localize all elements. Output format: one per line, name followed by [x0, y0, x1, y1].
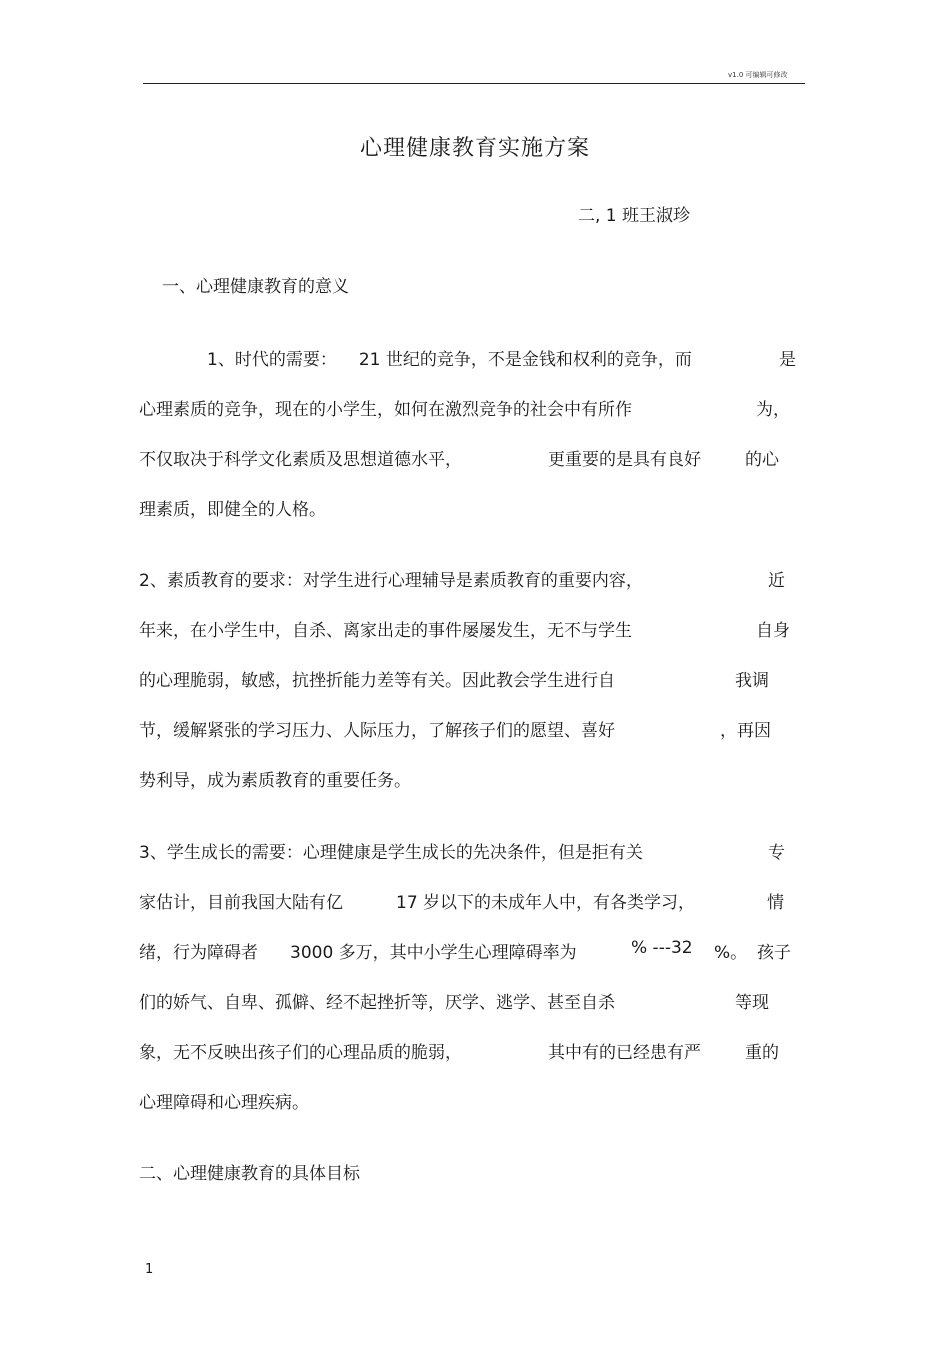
p2-l4b: ，再因	[720, 721, 771, 741]
p3-l1b: 专	[768, 843, 785, 863]
p1-l3b: 更重要的是具有良好	[548, 450, 701, 470]
p2-l3a: 的心理脆弱，敏感，抗挫折能力差等有关。因此教会学生进行自	[139, 671, 615, 691]
p3-l2c: 情	[767, 893, 784, 913]
p1-l3a: 不仅取决于科学文化素质及思想道德水平，	[139, 450, 462, 470]
p2-l1a: 2、素质教育的要求：对学生进行心理辅导是素质教育的重要内容，	[139, 571, 643, 591]
p1-l1c: 是	[779, 350, 796, 370]
p1-line-1	[207, 345, 692, 370]
p3-l3e: 孩子	[757, 943, 791, 963]
p2-l4a: 节，缓解紧张的学习压力、人际压力，了解孩子们的愿望、喜好	[139, 721, 615, 741]
p3-l3d: %。	[714, 943, 748, 963]
p3-l1a: 3、学生成长的需要：心理健康是学生成长的先决条件，但是拒有关	[139, 843, 643, 863]
p3-l5b: 其中有的已经患有严	[548, 1043, 701, 1063]
p3-l2a: 家估计，目前我国大陆有亿	[139, 893, 343, 913]
header-rule	[143, 83, 805, 84]
section2-heading: 二、心理健康教育的具体目标	[139, 1164, 360, 1184]
document-title: 心理健康教育实施方案	[359, 136, 590, 161]
p1-l2a: 心理素质的竞争，现在的小学生，如何在激烈竞争的社会中有所作	[139, 400, 632, 420]
p2-l5: 势利导，成为素质教育的重要任务。	[139, 771, 411, 791]
p3-l2b: 17 岁以下的未成年人中，有各类学习，	[396, 893, 696, 913]
p3-l3c: % ---32	[631, 938, 693, 958]
header-version-note: v1.0 可编辑可修改	[728, 71, 788, 79]
p1-l1a: 1、时代的需要：	[207, 350, 337, 370]
p3-l3b: 3000 多万，其中小学生心理障碍率为	[290, 943, 577, 963]
p2-l2a: 年来，在小学生中，自杀、离家出走的事件屡屡发生，无不与学生	[139, 621, 632, 641]
page-number: 1	[145, 1262, 154, 1277]
section1-heading: 一、心理健康教育的意义	[162, 277, 349, 297]
p2-l3b: 我调	[735, 671, 769, 691]
p2-l1b: 近	[768, 571, 785, 591]
p3-l5a: 象，无不反映出孩子们的心理品质的脆弱，	[139, 1043, 462, 1063]
p1-l1b: 21 世纪的竞争，不是金钱和权利的竞争，而	[358, 350, 692, 370]
p1-l4: 理素质，即健全的人格。	[139, 500, 326, 520]
p3-l6: 心理障碍和心理疾病。	[139, 1093, 309, 1113]
p3-l4b: 等现	[735, 993, 769, 1013]
p1-l2b: 为，	[756, 400, 790, 420]
p1-l3c: 的心	[745, 450, 779, 470]
p2-l2b: 自身	[756, 621, 790, 641]
p3-l4a: 们的娇气、自卑、孤僻、经不起挫折等，厌学、逃学、甚至自杀	[139, 993, 615, 1013]
author-line: 二, 1 班王淑珍	[578, 206, 691, 226]
p3-l3a: 绪，行为障碍者	[139, 943, 258, 963]
p3-l5c: 重的	[745, 1043, 779, 1063]
